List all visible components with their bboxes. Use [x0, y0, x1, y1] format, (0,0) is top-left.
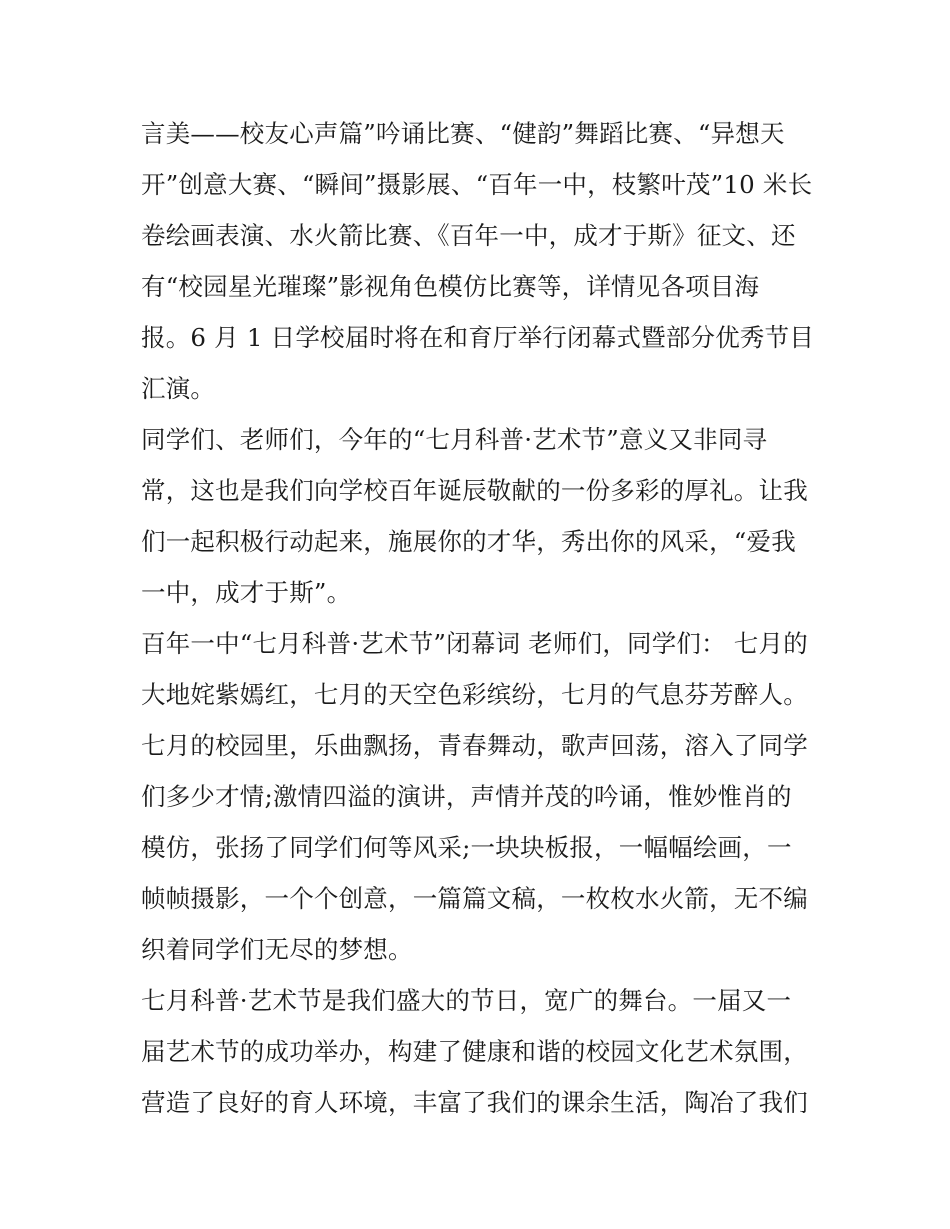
- text-line: 言美——校友心声篇”吟诵比赛、“健韵”舞蹈比赛、“异想天: [141, 119, 785, 148]
- text-line: 百年一中“七月科普·艺术节”闭幕词 老师们，同学们： 七月的: [141, 629, 808, 658]
- text-line: 卷绘画表演、水火箭比赛、《百年一中，成才于斯》征文、还: [141, 221, 796, 250]
- text-line: 营造了良好的育人环境，丰富了我们的课余生活，陶冶了我们: [141, 1088, 808, 1117]
- text-line: 一中，成才于斯”。: [141, 578, 352, 607]
- text-line: 七月的校园里，乐曲飘扬，青春舞动，歌声回荡，溶入了同学: [141, 731, 808, 760]
- text-line: 大地姹紫嫣红，七月的天空色彩缤纷，七月的气息芬芳醉人。: [141, 680, 808, 709]
- text-line: 织着同学们无尽的梦想。: [141, 935, 413, 964]
- document-body: [141, 108, 821, 1128]
- text-line: 常，这也是我们向学校百年诞辰敬献的一份多彩的厚礼。让我: [141, 476, 808, 505]
- text-line: 们多少才情;激情四溢的演讲，声情并茂的吟诵，惟妙惟肖的: [141, 782, 792, 811]
- text-line: 同学们、老师们，今年的“七月科普·艺术节”意义又非同寻: [141, 425, 768, 454]
- text-line: 们一起积极行动起来，施展你的才华，秀出你的风采，“爱我: [141, 527, 796, 556]
- text-line: 汇演。: [141, 374, 216, 403]
- text-line: 报。6 月 1 日学校届时将在和育厅举行闭幕式暨部分优秀节目: [141, 323, 815, 352]
- text-line: 开”创意大赛、“瞬间”摄影展、“百年一中，枝繁叶茂”10 米长: [141, 170, 813, 199]
- text-line: 届艺术节的成功举办，构建了健康和谐的校园文化艺术氛围，: [141, 1037, 808, 1066]
- text-line: 模仿，张扬了同学们何等风采;一块块板报，一幅幅绘画，一: [141, 833, 792, 862]
- text-line: 七月科普·艺术节是我们盛大的节日，宽广的舞台。一届又一: [141, 986, 792, 1015]
- text-line: 有“校园星光璀璨”影视角色模仿比赛等，详情见各项目海: [141, 272, 760, 301]
- text-line: 帧帧摄影，一个个创意，一篇篇文稿，一枚枚水火箭，无不编: [141, 884, 808, 913]
